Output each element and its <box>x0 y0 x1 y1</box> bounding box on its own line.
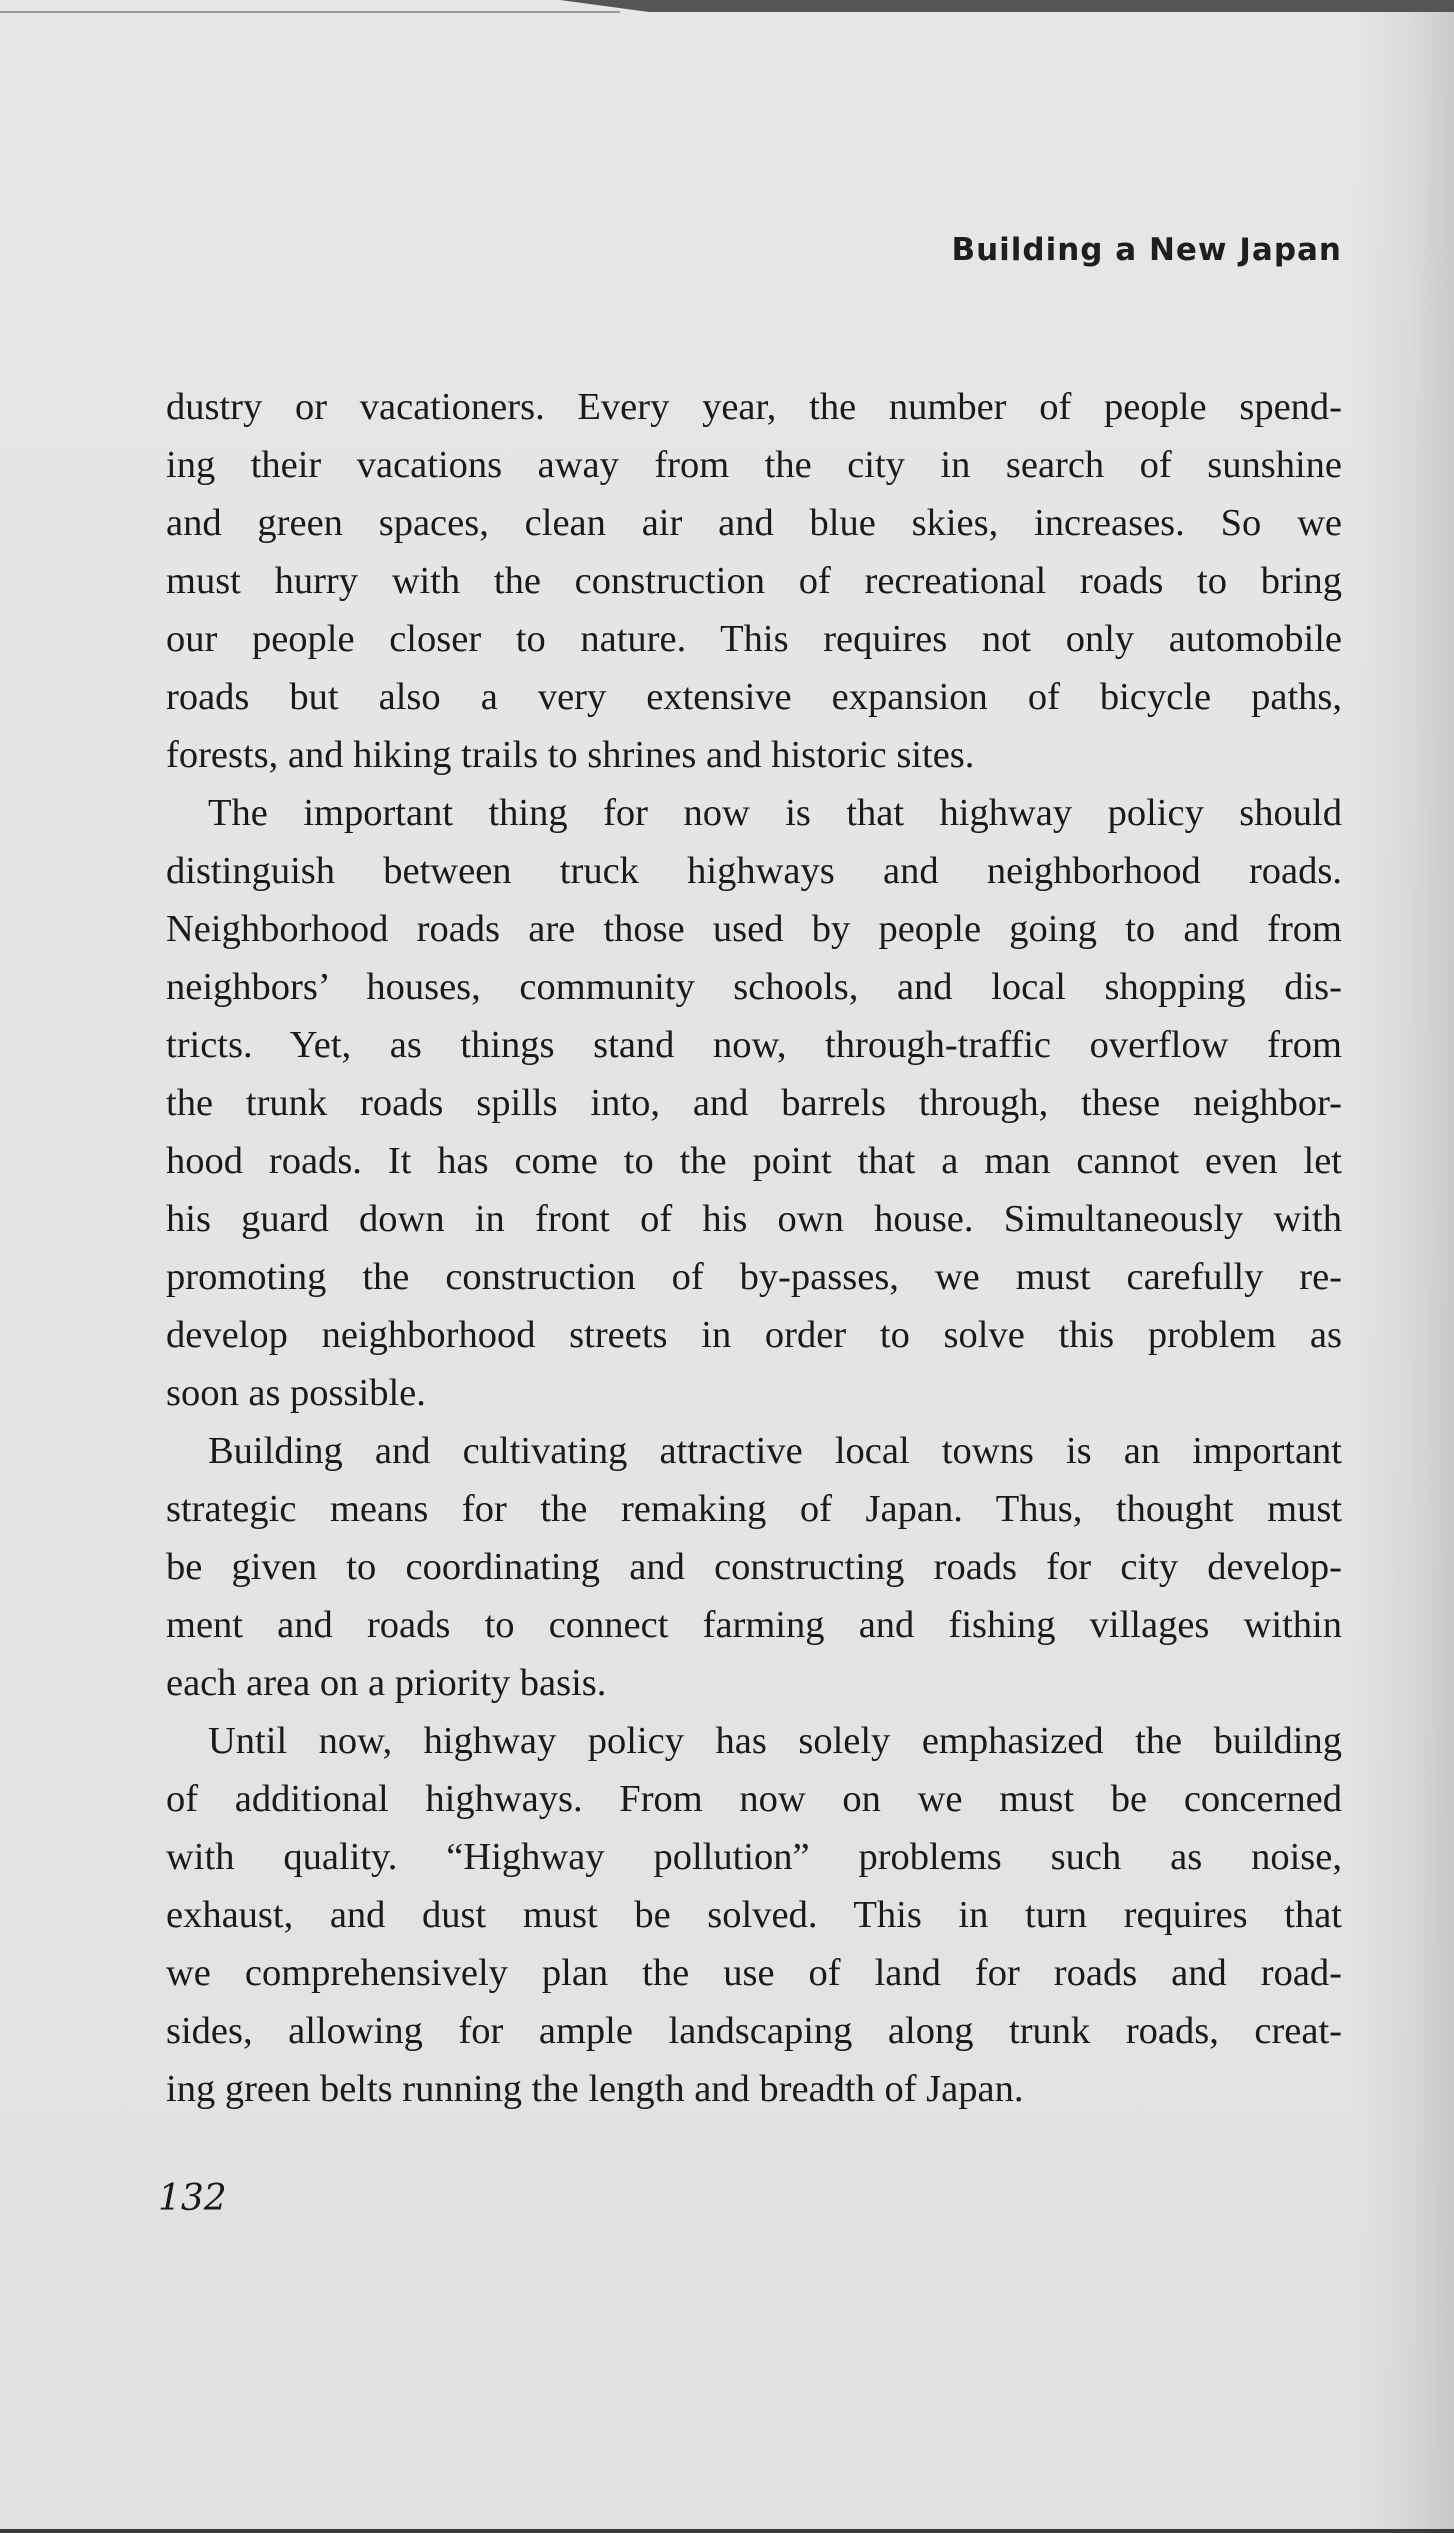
text-line: we comprehensively plan the use of land for roads and road- <box>166 1952 1342 1994</box>
text-line: promoting the construction of by-passes, we must carefully re- <box>166 1256 1342 1298</box>
text-line: must hurry with the construction of recreational roads to bring <box>166 560 1342 602</box>
text-line: our people closer to nature. This requires not only automobile <box>166 618 1342 660</box>
text-line: be given to coordinating and constructing roads for city develop- <box>166 1546 1342 1588</box>
text-line: Until now, highway policy has solely emphasized the building <box>208 1720 1342 1762</box>
scan-top-edge <box>0 11 620 13</box>
text-line: ing green belts running the length and breadth of Japan. <box>166 2068 1024 2110</box>
text-line: the trunk roads spills into, and barrels through, these neighbor- <box>166 1082 1342 1124</box>
paragraph-1 <box>166 378 1342 784</box>
paragraph-2 <box>166 784 1342 1422</box>
scan-top-shadow <box>560 0 1454 12</box>
body-text <box>166 378 1342 2118</box>
text-line: distinguish between truck highways and neighborhood roads. <box>166 850 1342 892</box>
text-line: each area on a priority basis. <box>166 1662 607 1704</box>
text-line: roads but also a very extensive expansion of bicycle paths, <box>166 676 1342 718</box>
text-line: of additional highways. From now on we must be concerned <box>166 1778 1342 1820</box>
text-line: hood roads. It has come to the point that a man cannot even let <box>166 1140 1342 1182</box>
text-line: dustry or vacationers. Every year, the number of people spend- <box>166 386 1342 428</box>
text-line: The important thing for now is that highway policy should <box>208 792 1342 834</box>
text-line: strategic means for the remaking of Japan. Thus, thought must <box>166 1488 1342 1530</box>
paragraph-3 <box>166 1422 1342 1712</box>
text-line: forests, and hiking trails to shrines and historic sites. <box>166 734 975 776</box>
text-line: exhaust, and dust must be solved. This in turn requires that <box>166 1894 1342 1936</box>
text-line: develop neighborhood streets in order to solve this problem as <box>166 1314 1342 1356</box>
text-line: Neighborhood roads are those used by people going to and from <box>166 908 1342 950</box>
text-line: and green spaces, clean air and blue skies, increases. So we <box>166 502 1342 544</box>
scan-bottom-edge <box>0 2529 1454 2533</box>
text-line: neighbors’ houses, community schools, and local shopping dis- <box>166 966 1342 1008</box>
text-line: tricts. Yet, as things stand now, through-traffic overflow from <box>166 1024 1342 1066</box>
text-line: ment and roads to connect farming and fishing villages within <box>166 1604 1342 1646</box>
page-number: 132 <box>158 2178 227 2219</box>
text-line: his guard down in front of his own house. Simultaneously with <box>166 1198 1342 1240</box>
text-line: Building and cultivating attractive local towns is an important <box>208 1430 1342 1472</box>
text-line: ing their vacations away from the city in search of sunshine <box>166 444 1342 486</box>
text-line: with quality. “Highway pollution” problems such as noise, <box>166 1836 1342 1878</box>
text-line: soon as possible. <box>166 1372 426 1414</box>
running-head: Building a New Japan <box>951 232 1342 268</box>
paragraph-4 <box>166 1712 1342 2118</box>
text-line: sides, allowing for ample landscaping along trunk roads, creat- <box>166 2010 1342 2052</box>
